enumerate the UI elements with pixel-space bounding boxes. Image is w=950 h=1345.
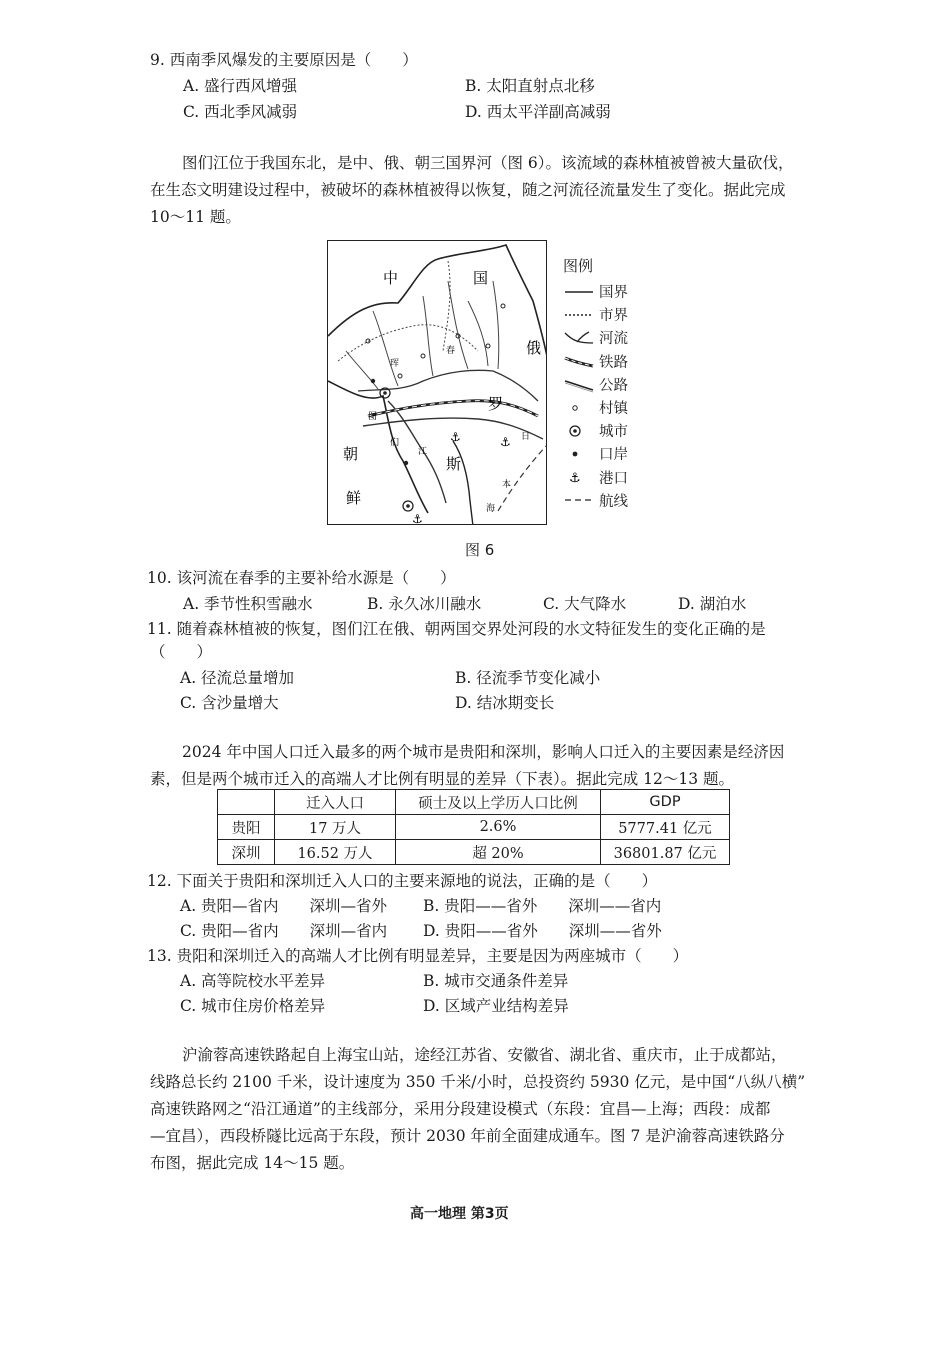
map-label-chao: 朝 bbox=[343, 445, 359, 463]
q10-stem: 10. 该河流在春季的主要补给水源是（ ） bbox=[147, 569, 456, 587]
intro-14-15-line5: 布图，据此完成 14～15 题。 bbox=[150, 1154, 355, 1172]
q10-option-d: D. 湖泊水 bbox=[678, 595, 747, 613]
q9-option-a: A. 盛行西风增强 bbox=[183, 77, 298, 95]
harbor-icon: ⚓ bbox=[500, 435, 511, 449]
map-label-si: 斯 bbox=[446, 455, 462, 473]
q11-stem-bracket: （ ） bbox=[150, 643, 213, 661]
q12-option-a: A. 贵阳—省内 深圳—省外 bbox=[180, 897, 388, 915]
legend-label: 城市 bbox=[599, 424, 628, 441]
table-cell: 17 万人 bbox=[275, 815, 396, 840]
map-label-guo: 国 bbox=[473, 269, 489, 287]
q11-option-b: B. 径流季节变化减小 bbox=[455, 669, 601, 687]
village-icon bbox=[563, 399, 595, 417]
q11-option-a: A. 径流总量增加 bbox=[180, 669, 295, 687]
railway-icon bbox=[563, 352, 595, 370]
q10-option-a: A. 季节性积雪融水 bbox=[183, 595, 313, 613]
table-cell: 深圳 bbox=[218, 840, 275, 865]
intro-14-15-line3: 高速铁路网之“沿江通道”的主线部分，采用分段建设模式（东段：宜昌—上海；西段：成都 bbox=[150, 1100, 771, 1118]
q10-option-b: B. 永久冰川融水 bbox=[367, 595, 482, 613]
intro-10-11-line2: 在生态文明建设过程中，被破坏的森林植被得以恢复，随之河流径流量发生了变化。据此完成 bbox=[150, 181, 786, 199]
map-label-luo: 罗 bbox=[488, 395, 504, 413]
table-header-cell: 硕士及以上学历人口比例 bbox=[396, 790, 601, 815]
map-label-zhong: 中 bbox=[383, 269, 399, 287]
legend-item bbox=[563, 350, 653, 373]
table-cell: 16.52 万人 bbox=[275, 840, 396, 865]
map-label-jiang: 江 bbox=[418, 447, 428, 457]
intro-14-15-line2: 线路总长约 2100 千米，设计速度为 350 千米/小时，总投资约 5930 亿元，是中国“八纵八横” bbox=[150, 1073, 806, 1091]
railway-line bbox=[368, 401, 538, 416]
intro-14-15-line4: —宜昌），西段桥隧比远高于东段，预计 2030 年前全面建成通车。图 7 是沪渝蓉高速铁路分 bbox=[150, 1127, 785, 1145]
q13-option-b: B. 城市交通条件差异 bbox=[423, 972, 569, 990]
legend-title: 图例 bbox=[563, 257, 594, 275]
map-label-ben: 本 bbox=[502, 480, 512, 490]
intro-12-13 bbox=[150, 739, 815, 793]
legend-label: 铁路 bbox=[599, 354, 628, 371]
q9-option-b: B. 太阳直射点北移 bbox=[465, 77, 595, 95]
intro-12-13-line2: 素，但是两个城市迁入的高端人才比例有明显的差异（下表）。据此完成 12～13 题。 bbox=[150, 770, 735, 788]
legend-item bbox=[563, 303, 653, 326]
tumen-river-map bbox=[327, 240, 547, 525]
legend-item bbox=[563, 419, 653, 442]
q11-option-c: C. 含沙量增大 bbox=[180, 694, 279, 712]
harbor-icon: ⚓ bbox=[450, 430, 461, 444]
q9-option-d: D. 西太平洋副高减弱 bbox=[465, 103, 611, 121]
legend-label: 村镇 bbox=[599, 401, 628, 418]
map-label-e: 俄 bbox=[526, 339, 542, 357]
china-border-line bbox=[328, 245, 547, 361]
village-icon bbox=[421, 354, 425, 358]
legend-item bbox=[563, 373, 653, 396]
table-cell: 超 20% bbox=[396, 840, 601, 865]
port-of-entry-icon bbox=[404, 461, 408, 465]
village-icon bbox=[398, 374, 402, 378]
intro-10-11-line1: 图们江位于我国东北，是中、俄、朝三国界河（图 6）。该流域的森林植被曾被大量砍伐， bbox=[182, 154, 794, 172]
table-cell: 2.6% bbox=[396, 815, 601, 840]
coastline bbox=[453, 441, 473, 525]
q12-option-c: C. 贵阳—省内 深圳—省内 bbox=[180, 922, 388, 940]
intro-12-13-line1: 2024 年中国人口迁入最多的两个城市是贵阳和深圳，影响人口迁入的主要因素是经济因 bbox=[182, 743, 785, 761]
table-cell: 36801.87 亿元 bbox=[601, 840, 730, 865]
legend-label: 航线 bbox=[599, 493, 628, 510]
map-legend bbox=[563, 255, 653, 512]
map-label-xian: 鲜 bbox=[346, 489, 362, 507]
intro-10-11-line3: 10～11 题。 bbox=[150, 208, 241, 226]
legend-label: 港口 bbox=[599, 470, 628, 487]
q12-option-d: D. 贵阳——省外 深圳——省外 bbox=[423, 922, 662, 940]
map-drawing bbox=[328, 241, 547, 525]
q12-stem: 12. 下面关于贵阳和深圳迁入人口的主要来源地的说法，正确的是（ ） bbox=[147, 872, 658, 890]
tributary-5 bbox=[346, 351, 378, 389]
highway-icon bbox=[563, 375, 595, 393]
tributary-3 bbox=[493, 281, 499, 369]
map-label-chun: 春 bbox=[446, 346, 456, 356]
intro-14-15-line1: 沪渝蓉高速铁路起自上海宝山站，途经江苏省、安徽省、湖北省、重庆市，止于成都站， bbox=[182, 1046, 787, 1064]
q13-option-d: D. 区域产业结构差异 bbox=[423, 997, 569, 1015]
tributary-6 bbox=[468, 301, 488, 366]
table-header-cell bbox=[218, 790, 275, 815]
legend-item bbox=[563, 489, 653, 512]
legend-item bbox=[563, 396, 653, 419]
main-river bbox=[358, 370, 538, 401]
table-row bbox=[218, 840, 730, 865]
page-footer: 高一地理 第3页 bbox=[410, 1206, 509, 1222]
legend-item bbox=[563, 280, 653, 303]
q13-option-c: C. 城市住房价格差异 bbox=[180, 997, 326, 1015]
port-of-entry-icon bbox=[371, 379, 375, 383]
legend-item bbox=[563, 466, 653, 489]
map-label-tu: 图 bbox=[368, 412, 378, 422]
legend-label: 公路 bbox=[599, 377, 628, 394]
shipping-route-line bbox=[498, 446, 546, 511]
map-label-men: 们 bbox=[390, 438, 400, 448]
legend-label: 河流 bbox=[599, 331, 628, 348]
q11-stem: 11. 随着森林植被的恢复，图们江在俄、朝两国交界处河段的水文特征发生的变化正确的是 bbox=[147, 620, 766, 638]
intro-10-11 bbox=[150, 150, 815, 231]
border-line-icon bbox=[563, 283, 595, 301]
migration-table bbox=[217, 789, 730, 865]
city-icon bbox=[563, 422, 595, 440]
harbor-icon: ⚓ bbox=[412, 512, 423, 525]
table-cell: 贵阳 bbox=[218, 815, 275, 840]
port-of-entry-icon bbox=[563, 445, 595, 463]
village-icon bbox=[501, 304, 505, 308]
shipping-route-icon bbox=[563, 491, 595, 509]
q10-option-c: C. 大气降水 bbox=[543, 595, 627, 613]
table-header-cell: GDP bbox=[601, 790, 730, 815]
map-label-hai: 海 bbox=[486, 504, 496, 514]
tributary-1 bbox=[373, 311, 398, 386]
table-header-cell: 迁入人口 bbox=[275, 790, 396, 815]
q13-stem: 13. 贵阳和深圳迁入的高端人才比例有明显差异，主要是因为两座城市（ ） bbox=[147, 947, 689, 965]
legend-item bbox=[563, 442, 653, 465]
q9-stem: 9. 西南季风爆发的主要原因是（ ） bbox=[150, 51, 418, 69]
map-label-ri: 日 bbox=[521, 432, 531, 442]
harbor-icon bbox=[563, 468, 595, 486]
legend-label: 国界 bbox=[599, 285, 628, 302]
table-header-row bbox=[218, 790, 730, 815]
river-icon bbox=[563, 329, 595, 347]
legend-item bbox=[563, 326, 653, 349]
city-boundary-icon bbox=[563, 306, 595, 324]
q11-option-d: D. 结冰期变长 bbox=[455, 694, 555, 712]
q12-option-b: B. 贵阳——省外 深圳——省内 bbox=[423, 897, 662, 915]
table-row bbox=[218, 815, 730, 840]
tumen-river bbox=[388, 401, 446, 503]
svg-text:⚓: ⚓ bbox=[569, 471, 581, 487]
city-boundary-2 bbox=[443, 261, 450, 351]
figure-caption: 图 6 bbox=[465, 541, 495, 559]
map-label-hun: 珲 bbox=[390, 359, 400, 369]
q9-option-c: C. 西北季风减弱 bbox=[183, 103, 298, 121]
legend-label: 口岸 bbox=[599, 447, 628, 464]
village-icon bbox=[486, 344, 490, 348]
legend-label: 市界 bbox=[599, 308, 628, 325]
intro-14-15 bbox=[150, 1042, 815, 1177]
table-cell: 5777.41 亿元 bbox=[601, 815, 730, 840]
q13-option-a: A. 高等院校水平差异 bbox=[180, 972, 326, 990]
tributary-4 bbox=[423, 296, 433, 376]
